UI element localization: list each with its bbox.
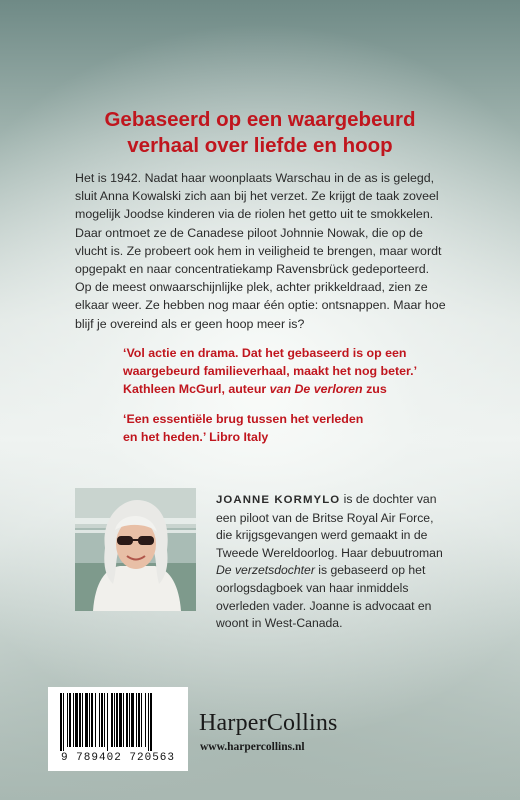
barcode-bar <box>145 693 146 747</box>
bio-line <box>216 491 456 510</box>
blurb-line: blijf je overeind als er geen hoop meer is? <box>75 316 305 331</box>
barcode-bar <box>111 693 113 747</box>
bio-text: is gebaseerd op het <box>314 563 426 578</box>
author-portrait-image <box>75 488 196 611</box>
blurb-line: Het is 1942. Nadat haar woonplaats Warschau in de as is gelegd, <box>75 171 435 185</box>
blurb-line: elkaar weer. Ze hebben nog maar één optie: ontsnappen. Maar hoe <box>75 298 446 313</box>
barcode-bar <box>95 693 96 747</box>
barcode-bar <box>101 693 103 747</box>
publisher-website: www.harpercollins.nl <box>200 741 305 753</box>
blurb-line: mogelijk Joodse kinderen via de riolen het getto uit te smokkelen. <box>75 207 434 222</box>
quote-attribution <box>123 380 423 398</box>
barcode <box>48 687 188 771</box>
barcode-bar <box>123 693 124 747</box>
barcode-bar <box>67 693 68 747</box>
barcode-bar <box>107 693 108 751</box>
barcode-bar <box>99 693 100 747</box>
barcode-bars <box>58 693 178 751</box>
blurb-line: Op de meest onwaarschijnlijke plek, achter prikkeldraad, zien ze <box>75 280 428 295</box>
barcode-bar <box>138 693 140 747</box>
barcode-bar <box>114 693 115 747</box>
quote-line: ‘Vol actie en drama. Dat het gebaseerd is op een <box>123 346 407 360</box>
review-quote-1 <box>123 344 423 399</box>
headline-line: verhaal over liefde en hoop <box>127 134 393 157</box>
headline <box>0 107 520 159</box>
author-name: JOANNE KORMYLO <box>216 494 341 506</box>
book-title: De verzetsdochter <box>216 563 315 578</box>
barcode-bar <box>116 693 118 747</box>
blurb <box>75 169 447 333</box>
headline-line: Gebaseerd op een waargebeurd <box>104 108 416 131</box>
review-quote-2 <box>123 410 423 446</box>
barcode-bar <box>85 693 88 747</box>
barcode-bar <box>73 693 74 747</box>
quote-line: ‘Een essentiële brug tussen het verleden <box>123 412 364 426</box>
publisher-logo: HarperCollins <box>199 710 338 736</box>
barcode-bar <box>136 693 137 747</box>
quote-text: en het heden.’ <box>123 430 206 445</box>
barcode-bar <box>75 693 78 747</box>
author-bio <box>216 491 456 633</box>
quote-line: waargebeurd familieverhaal, maakt het nog beter.’ <box>123 364 418 379</box>
bio-line: die krijgsgevangen werd gemaakt in de <box>216 528 428 543</box>
barcode-bar <box>150 693 152 751</box>
barcode-bar <box>129 693 130 747</box>
author-photo <box>75 488 196 611</box>
blurb-line: Daar ontmoet ze de Canadese piloot Johnnie Nowak, die op de <box>75 225 423 240</box>
bio-line: oorlogsdagboek van haar inmiddels <box>216 580 409 595</box>
bio-line <box>216 562 456 580</box>
bio-text: is de dochter van <box>340 492 437 506</box>
barcode-bar <box>89 693 90 747</box>
blurb-line: vlucht is. Ze probeert ook hem in veiligheid te brengen, maar wordt <box>75 243 442 258</box>
barcode-bar <box>79 693 81 747</box>
bio-line: woont in West-Canada. <box>216 616 343 631</box>
barcode-bar <box>119 693 122 747</box>
blurb-line: opgepakt en naar concentratiekamp Ravensbrück gedeporteerd. <box>75 262 430 277</box>
barcode-bar <box>82 693 83 747</box>
barcode-bar <box>63 693 64 751</box>
quote-source: Libro Italy <box>205 430 269 445</box>
attribution-text: zus <box>362 382 387 397</box>
barcode-bar <box>91 693 93 747</box>
barcode-bar <box>104 693 105 747</box>
barcode-bar <box>148 693 149 751</box>
quote-line <box>123 428 423 446</box>
barcode-bar <box>69 693 71 747</box>
barcode-bar <box>60 693 62 751</box>
attribution-book-title: van De verloren <box>269 382 363 397</box>
barcode-bar <box>141 693 142 747</box>
blurb-line: sluit Anna Kowalski zich aan bij het verzet. Ze krijgt de taak zoveel <box>75 189 439 204</box>
barcode-bar <box>126 693 128 747</box>
bio-line: Tweede Wereldoorlog. Haar debuutroman <box>216 545 443 560</box>
barcode-bar <box>131 693 134 747</box>
isbn-number: 9 789402 720563 <box>60 752 176 764</box>
bio-line: overleden vader. Joanne is advocaat en <box>216 598 432 613</box>
bio-line: een piloot van de Britse Royal Air Force, <box>216 510 434 525</box>
attribution-text: Kathleen McGurl, auteur <box>123 382 270 397</box>
